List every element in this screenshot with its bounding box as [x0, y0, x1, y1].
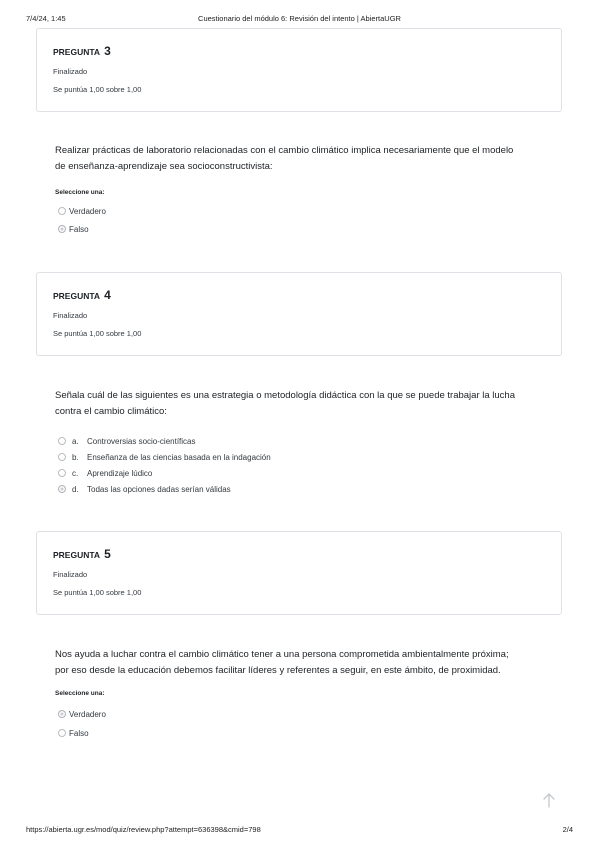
radio-button-selected[interactable] — [58, 710, 66, 718]
question-state: Finalizado — [53, 311, 88, 320]
answer-option-verdadero[interactable] — [58, 708, 106, 720]
option-label: Aprendizaje lúdico — [87, 468, 153, 478]
question-state: Finalizado — [53, 570, 88, 579]
question-3-info — [36, 28, 562, 112]
question-heading — [53, 288, 111, 302]
radio-button[interactable] — [58, 729, 66, 737]
question-text-line: contra el cambio climático: — [55, 406, 167, 417]
option-letter: d. — [72, 484, 79, 494]
option-label: Verdadero — [69, 206, 106, 216]
question-text-line: Nos ayuda a luchar contra el cambio climático tener a una persona comprometida ambientalmente próxima; — [55, 649, 509, 660]
option-letter: b. — [72, 452, 79, 462]
radio-button-selected[interactable] — [58, 485, 66, 493]
answer-option-b[interactable] — [58, 451, 271, 463]
option-label: Falso — [69, 728, 89, 738]
arrow-up-icon[interactable] — [541, 791, 557, 809]
question-text-line: Realizar prácticas de laboratorio relacionadas con el cambio climático implica necesariamente que el modelo — [55, 145, 514, 156]
print-url: https://abierta.ugr.es/mod/quiz/review.php?attempt=636398&cmid=798 — [26, 825, 261, 834]
option-label: Enseñanza de las ciencias basada en la indagación — [87, 452, 271, 462]
answer-option-d[interactable] — [58, 483, 231, 495]
question-grade: Se puntúa 1,00 sobre 1,00 — [53, 85, 142, 94]
question-number: 4 — [104, 288, 111, 302]
question-text-line: por eso desde la educación debemos facilitar líderes y referentes a seguir, en este ámbito, de proximidad. — [55, 665, 501, 676]
question-grade: Se puntúa 1,00 sobre 1,00 — [53, 329, 142, 338]
question-grade: Se puntúa 1,00 sobre 1,00 — [53, 588, 142, 597]
question-4-text — [55, 388, 545, 420]
radio-button[interactable] — [58, 437, 66, 445]
answer-prompt: Seleccione una: — [55, 690, 105, 697]
option-label: Controversias socio-científicas — [87, 436, 196, 446]
question-label: PREGUNTA — [53, 550, 100, 560]
question-text-line: Señala cuál de las siguientes es una estrategia o metodología didáctica con la que se puede trabajar la lucha — [55, 390, 516, 401]
question-state: Finalizado — [53, 67, 88, 76]
page-number: 2/4 — [562, 825, 573, 834]
option-letter: c. — [72, 468, 79, 478]
print-doc-title: Cuestionario del módulo 6: Revisión del intento | AbiertaUGR — [198, 14, 401, 23]
radio-button[interactable] — [58, 207, 66, 215]
option-label: Falso — [69, 224, 89, 234]
radio-button[interactable] — [58, 469, 66, 477]
answer-option-a[interactable] — [58, 435, 195, 447]
answer-option-falso[interactable] — [58, 727, 89, 739]
question-number: 5 — [104, 547, 111, 561]
question-text-line: de enseñanza-aprendizaje sea socioconstructivista: — [55, 161, 273, 172]
option-label: Todas las opciones dadas serían válidas — [87, 484, 231, 494]
question-heading — [53, 547, 111, 561]
question-5-info — [36, 531, 562, 615]
option-letter: a. — [72, 436, 79, 446]
question-label: PREGUNTA — [53, 291, 100, 301]
question-3-text — [55, 143, 545, 175]
question-heading — [53, 44, 111, 58]
answer-prompt: Seleccione una: — [55, 189, 105, 196]
radio-button[interactable] — [58, 453, 66, 461]
answer-option-c[interactable] — [58, 467, 152, 479]
question-label: PREGUNTA — [53, 47, 100, 57]
answer-option-falso[interactable] — [58, 223, 89, 235]
option-label: Verdadero — [69, 709, 106, 719]
answer-option-verdadero[interactable] — [58, 205, 106, 217]
question-5-text — [55, 647, 545, 679]
question-4-info — [36, 272, 562, 356]
print-datetime: 7/4/24, 1:45 — [26, 14, 66, 23]
question-number: 3 — [104, 44, 111, 58]
radio-button-selected[interactable] — [58, 225, 66, 233]
